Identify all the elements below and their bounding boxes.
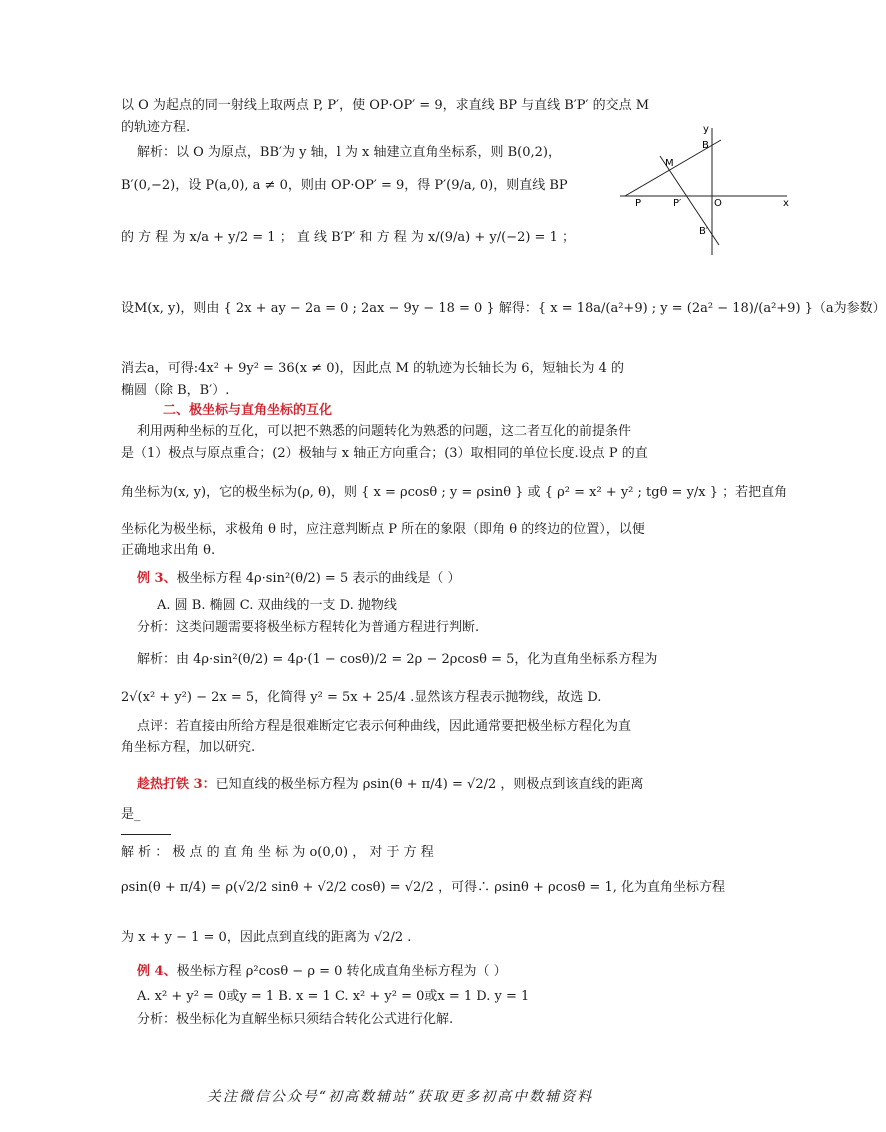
text-line: 是（1）极点与原点重合；(2）极轴与 x 轴正方向重合；(3）取相同的单位长度.设点 P 的直 xyxy=(121,446,648,461)
figure-label: B′ xyxy=(699,226,709,237)
example-4 xyxy=(137,962,507,982)
text-line: 坐标化为极坐标，求极角 θ 时，应注意判断点 P 所在的象限（即角 θ 的终边的位置），以便 xyxy=(121,522,645,537)
figure-label: y xyxy=(703,124,709,135)
example-label: 例 3、 xyxy=(137,571,177,586)
text-line: 设M(x, y)，则由 { 2x + ay − 2a = 0 ; 2ax − 9y − 18 = 0 } 解得：{ x = 18a/(a²+9) ; y = (2a² − 18)/(a²+9) }（a为参数） xyxy=(121,301,886,316)
section-heading: 二、极坐标与直角坐标的互化 xyxy=(163,403,333,418)
text-line: 点评：若直接由所给方程是很难断定它表示何种曲线，因此通常要把极坐标方程化为直 xyxy=(137,719,632,734)
options-line: A. 圆 B. 椭圆 C. 双曲线的一支 D. 抛物线 xyxy=(157,598,397,613)
text-line: 2√(x² + y²) − 2x = 5，化简得 y² = 5x + 25/4 .显然该方程表示抛物线，故选 D. xyxy=(121,690,602,705)
figure-label: P′ xyxy=(673,198,682,209)
example-label: 例 4、 xyxy=(137,964,177,979)
text-line: 为 x + y − 1 = 0，因此点到直线的距离为 √2/2 . xyxy=(121,930,412,945)
text-line: 解析：由 4ρ·sin²(θ/2) = 4ρ·(1 − cosθ)/2 = 2ρ − 2ρcosθ = 5，化为直角坐标系方程为 xyxy=(137,652,658,667)
text-line: 正确地求出角 θ. xyxy=(121,543,216,558)
text-line: 消去a，可得:4x² + 9y² = 36(x ≠ 0)，因此点 M 的轨迹为长轴长为 6，短轴长为 4 的 xyxy=(121,361,625,376)
figure-label: P xyxy=(635,198,642,209)
example-3 xyxy=(137,569,460,589)
page-footer: 关注微信公众号“初高数辅站”获取更多初高中数辅资料 xyxy=(206,1089,594,1105)
text-line: 利用两种坐标的互化，可以把不熟悉的问题转化为熟悉的问题，这二者互化的前提条件 xyxy=(137,424,632,439)
options-line: A. x² + y² = 0或y = 1 B. x = 1 C. x² + y² = 0或x = 1 D. y = 1 xyxy=(137,989,530,1004)
text-line: 的轨迹方程. xyxy=(121,120,191,135)
example-text: 极坐标方程 ρ²cosθ − ρ = 0 转化成直角坐标方程为（ ） xyxy=(176,964,507,979)
text-line: 以 O 为起点的同一射线上取两点 P, P′，使 OP·OP′ = 9，求直线 BP 与直线 B′P′ 的交点 M xyxy=(121,98,650,113)
text-line: B′(0,−2)，设 P(a,0), a ≠ 0，则由 OP·OP′ = 9，得 P′(9/a, 0)，则直线 BP xyxy=(121,178,568,193)
practice-label: 趁热打铁 3： xyxy=(137,777,216,792)
figure-label: O xyxy=(714,198,722,209)
text-line: 解析：以 O 为原点，BB′为 y 轴，l 为 x 轴建立直角坐标系，则 B(0,2)， xyxy=(137,145,561,160)
text-line: 是_ xyxy=(121,807,141,822)
text-line: 角坐标方程，加以研究. xyxy=(121,740,256,755)
text-line: 角坐标为(x, y)，它的极坐标为(ρ, θ)，则 { x = ρcosθ ; y = ρsinθ } 或 { ρ² = x² + y² ; tgθ = y/x } ；若把直角 xyxy=(121,485,788,500)
text-line: 解 析 ： 极 点 的 直 角 坐 标 为 o(0,0) ， 对 于 方 程 xyxy=(121,845,434,860)
figure-label: x xyxy=(783,198,789,209)
text-line: 分析：极坐标化为直解坐标只须结合转化公式进行化解. xyxy=(137,1012,454,1027)
text-line: 的 方 程 为 x/a + y/2 = 1 ； 直 线 B′P′ 和 方 程 为 x/(9/a) + y/(−2) = 1 ； xyxy=(121,230,575,245)
text-line: ρsin(θ + π/4) = ρ(√2/2 sinθ + √2/2 cosθ) = √2/2 ，可得∴ ρsinθ + ρcosθ = 1, 化为直角坐标方程 xyxy=(121,880,725,895)
text-line: 分析：这类问题需要将极坐标方程转化为普通方程进行判断. xyxy=(137,620,480,635)
line-b-prime-p-prime xyxy=(660,156,719,245)
practice-3 xyxy=(137,775,643,795)
practice-text: 已知直线的极坐标方程为 ρsin(θ + π/4) = √2/2 ，则极点到该直线的距离 xyxy=(215,777,644,792)
example-text: 极坐标方程 4ρ·sin²(θ/2) = 5 表示的曲线是（ ） xyxy=(176,571,461,586)
figure-label: M xyxy=(665,158,674,169)
figure-label: B xyxy=(702,140,709,151)
coordinate-figure xyxy=(615,120,795,260)
answer-blank xyxy=(121,834,171,835)
text-line: 椭圆（除 B，B′）. xyxy=(121,383,230,398)
